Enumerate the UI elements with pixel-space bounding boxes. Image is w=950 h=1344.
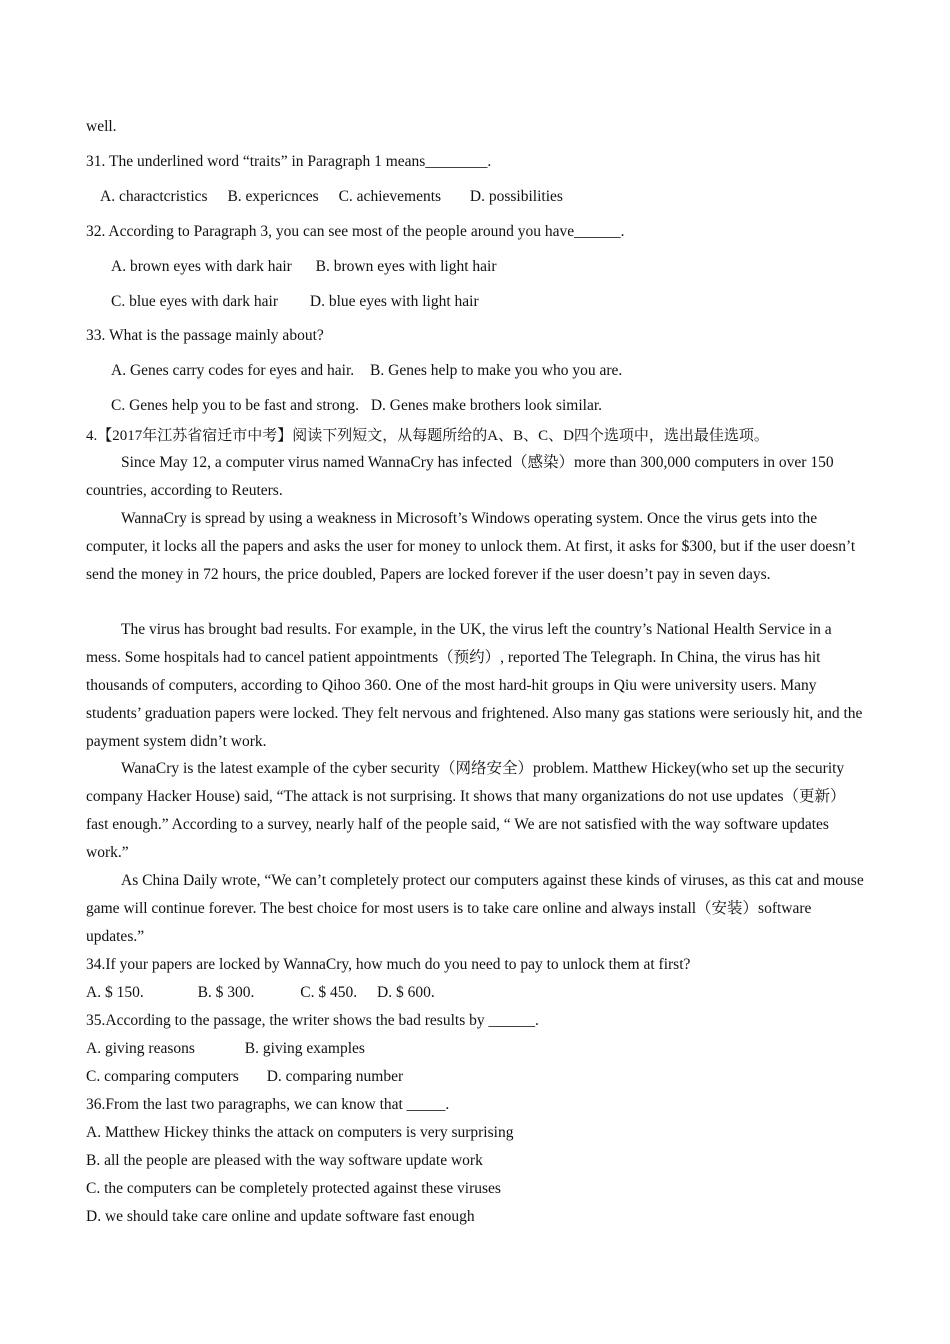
question-31-stem: 31. The underlined word “traits” in Paragraph 1 means________. [86,153,492,170]
question-36-stem: 36.From the last two paragraphs, we can know that _____. [86,1096,450,1113]
q36-option-d: D. we should take care online and update software fast enough [86,1208,475,1225]
q31-option-a: A. charactcristics [100,188,208,205]
q34-option-a: A. $ 150. [86,984,144,1001]
q36-option-c: C. the computers can be completely protected against these viruses [86,1180,501,1197]
question-34-options [86,983,435,1003]
passage-paragraph-1: Since May 12, a computer virus named WannaCry has infected（感染）more than 300,000 computers in over 150 countries, according to Reuters. [86,454,834,499]
question-31-options [100,187,563,207]
q35-option-a: A. giving reasons [86,1040,195,1057]
q33-option-a: A. Genes carry codes for eyes and hair. [111,362,355,379]
passage-paragraph-5: As China Daily wrote, “We can’t completely protect our computers against these kinds of viruses, as this cat and mouse game will continue forever. The best choice for most users is to take care online and always install（安装）software updates.” [86,872,864,945]
question-34-stem: 34.If your papers are locked by WannaCry, how much do you need to pay to unlock them at first? [86,956,691,973]
question-35-options-row-1 [86,1039,365,1059]
question-35-options-row-2 [86,1067,403,1087]
q31-option-b: B. expericnces [227,188,319,205]
question-32-options-row-2 [111,292,479,312]
question-33-options-row-1 [111,361,622,381]
question-32-options-row-1 [111,257,496,277]
q35-option-c: C. comparing computers [86,1068,239,1085]
section-4-heading: 4.【2017年江苏省宿迁市中考】阅读下列短文，从每题所给的A、B、C、D四个选项中，选出最佳选项。 [86,428,769,444]
q32-option-b: B. brown eyes with light hair [315,258,497,275]
q36-option-a: A. Matthew Hickey thinks the attack on computers is very surprising [86,1124,514,1141]
question-33-options-row-2 [111,396,602,416]
question-32-stem: 32. According to Paragraph 3, you can see most of the people around you have______. [86,223,625,240]
q34-option-c: C. $ 450. [300,984,358,1001]
q32-option-a: A. brown eyes with dark hair [111,258,292,275]
q31-option-d: D. possibilities [469,188,563,205]
q36-option-b: B. all the people are pleased with the way software update work [86,1152,483,1169]
paragraph-fragment: well. [86,118,117,135]
passage-paragraph-2: WannaCry is spread by using a weakness in Microsoft’s Windows operating system. Once the virus gets into the computer, it locks all the papers and asks the user for money to unlock them. At first, it asks for $300, but if the user doesn’t send the money in 72 hours, the price doubled, Papers are locked forever if the user doesn’t pay in seven days. [86,510,856,583]
q33-option-b: B. Genes help to make you who you are. [370,362,623,379]
q33-option-d: D. Genes make brothers look similar. [370,397,603,414]
q35-option-b: B. giving examples [244,1040,365,1057]
question-33-stem: 33. What is the passage mainly about? [86,327,324,344]
q32-option-c: C. blue eyes with dark hair [111,293,279,310]
q33-option-c: C. Genes help you to be fast and strong. [111,397,359,414]
q35-option-d: D. comparing number [266,1068,404,1085]
question-35-stem: 35.According to the passage, the writer shows the bad results by ______. [86,1012,539,1029]
q34-option-b: B. $ 300. [197,984,255,1001]
passage-paragraph-4: WanaCry is the latest example of the cyber security（网络安全）problem. Matthew Hickey(who set up the security company Hacker House) said, “The attack is not surprising. It shows that many organizations do not use updates（更新）fast enough.” According to a survey, nearly half of the people said, “ We are not satisfied with the way software updates work.” [86,760,846,861]
q31-option-c: C. achievements [338,188,442,205]
passage-paragraph-3: The virus has brought bad results. For example, in the UK, the virus left the country’s National Health Service in a mess. Some hospitals had to cancel patient appointments（预约）, reported The Telegraph. In China, the virus has hit thousands of computers, according to Qihoo 360. One of the most hard-hit groups in Qiu were university users. Many students’ graduation papers were locked. They felt nervous and frightened. Also many gas stations were seriously hit, and the payment system didn’t work. [86,621,863,750]
q34-option-d: D. $ 600. [377,984,435,1001]
q32-option-d: D. blue eyes with light hair [309,293,479,310]
